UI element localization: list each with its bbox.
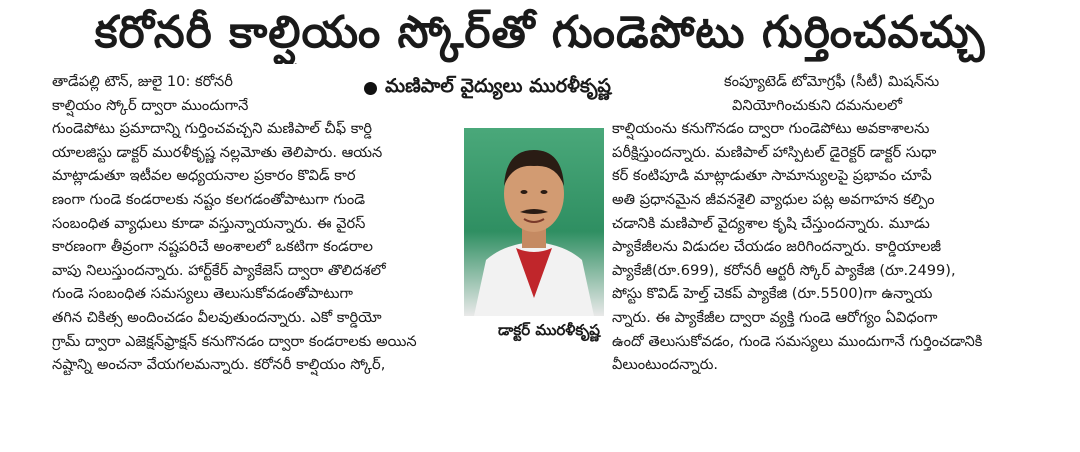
paragraph-line: పోస్టు కొవిడ్ హెల్త్ చెకప్ ప్యాకేజి (రూ.5500)గా ఉన్నాయ [612,285,933,303]
paragraph-line: కాల్షియంను కనుగొనడం ద్వారా గుండెపోటు అవకాశాలను [612,120,930,138]
paragraph-line: తగిన చికిత్స అందించడం వీలవుతుందన్నారు. ఎకో కార్డియో [52,308,382,326]
doctor-portrait-icon [464,128,604,316]
paragraph-line: కర్ కంటిపూడి మాట్లాడుతూ సామాన్యులపై ప్రభావం చూపే [612,167,932,185]
paragraph-line: తాడేపల్లి టౌన్, జులై 10: కరోనరీ [52,73,233,90]
paragraph-line: ణంగా గుండె కండరాలకు నష్టం కలగడంతోపాటుగా గుండె [52,190,366,208]
paragraph-line: సంబంధిత వ్యాధులు కూడా వస్తున్నాయన్నారు. ఈ వైరస్ [52,214,366,232]
paragraph-line: అతి ప్రధానమైన జీవనశైలి వ్యాధుల పట్ల అవగాహన కల్పిం [612,190,935,208]
paragraph-line: ఉందో తెలుసుకోవడం, గుండె సమస్యలు ముందుగానే గుర్తించడానికి [612,332,983,350]
article-left-column [52,70,518,446]
headline: కరోనరీ కాల్షియం స్కోర్‌తో గుండెపోటు గుర్తించవచ్చు [94,7,986,58]
doctor-photo [464,128,604,316]
paragraph-line: చడానికి మణిపాల్ వైద్యశాల కృషి చేస్తుందన్నారు. మూడు [612,214,930,232]
paragraph-line: వినియోగించుకుని దమనులలో [732,96,903,114]
paragraph-line: ప్యాకేజీలను విడుదల చేయడం జరిగిందన్నారు. కార్డియాలజీ [612,238,942,256]
paragraph-line: కంప్యూటెడ్ టోమోగ్రఫీ (సీటీ) మిషన్‌ను [724,73,940,90]
paragraph-line: కాల్షియం స్కోర్ ద్వారా ముందుగానే [52,96,249,114]
paragraph-line: యాలజిస్టు డాక్టర్ మురళీకృష్ణ నల్లమోతు తెలిపారు. ఆయన [52,143,383,161]
paragraph-line: పరీక్షిస్తుందన్నారు. మణిపాల్ హాస్పిటల్ డైరెక్టర్ డాక్టర్ సుధా [612,143,937,161]
byline-text: మణిపాల్ వైద్యులు మురళీకృష్ణ [385,74,611,97]
paragraph-line: నష్టాన్ని అంచనా వేయగలమన్నారు. కరోనరీ కాల్షియం స్కోర్, [52,356,386,374]
paragraph-line: వీలుంటుందన్నారు. [612,356,719,374]
article-right-column [612,70,1076,446]
paragraph-line: మాట్లాడుతూ ఇటీవల అధ్యయనాల ప్రకారం కొవిడ్ కార [52,167,356,185]
paragraph-line: గుండె సంబంధిత సమస్యలు తెలుసుకోవడంతోపాటుగా [52,285,353,303]
paragraph-line: గ్రామ్ ద్వారా ఎజెక్షన్‌ఫ్రాక్షన్ కనుగొనడం ద్వారా కండరాలకు అయిన [52,332,417,350]
paragraph-line: గుండెపోటు ప్రమాదాన్ని గుర్తించవచ్చని మణిపాల్ చీఫ్ కార్డి [52,120,373,138]
paragraph-line: కారణంగా తీవ్రంగా నష్టపరిచే అంశాలలో ఒకటిగా కండరాల [52,238,373,256]
paragraph-line: న్నారు. ఈ ప్యాకేజీల ద్వారా వ్యక్తి గుండె ఆరోగ్యం ఏవిధంగా [612,308,938,326]
paragraph-line: వాపు నిలుస్తుందన్నారు. హార్ట్‌కేర్ ప్యాకేజెస్ ద్వారా తొలిదశలో [52,261,386,279]
photo-caption: డాక్టర్ మురళీకృష్ణ [494,318,622,362]
paragraph-line: ప్యాకేజీ(రూ.699), కరోనరీ ఆర్టరీ స్కోర్ ప్యాకేజి (రూ.2499), [612,261,956,279]
